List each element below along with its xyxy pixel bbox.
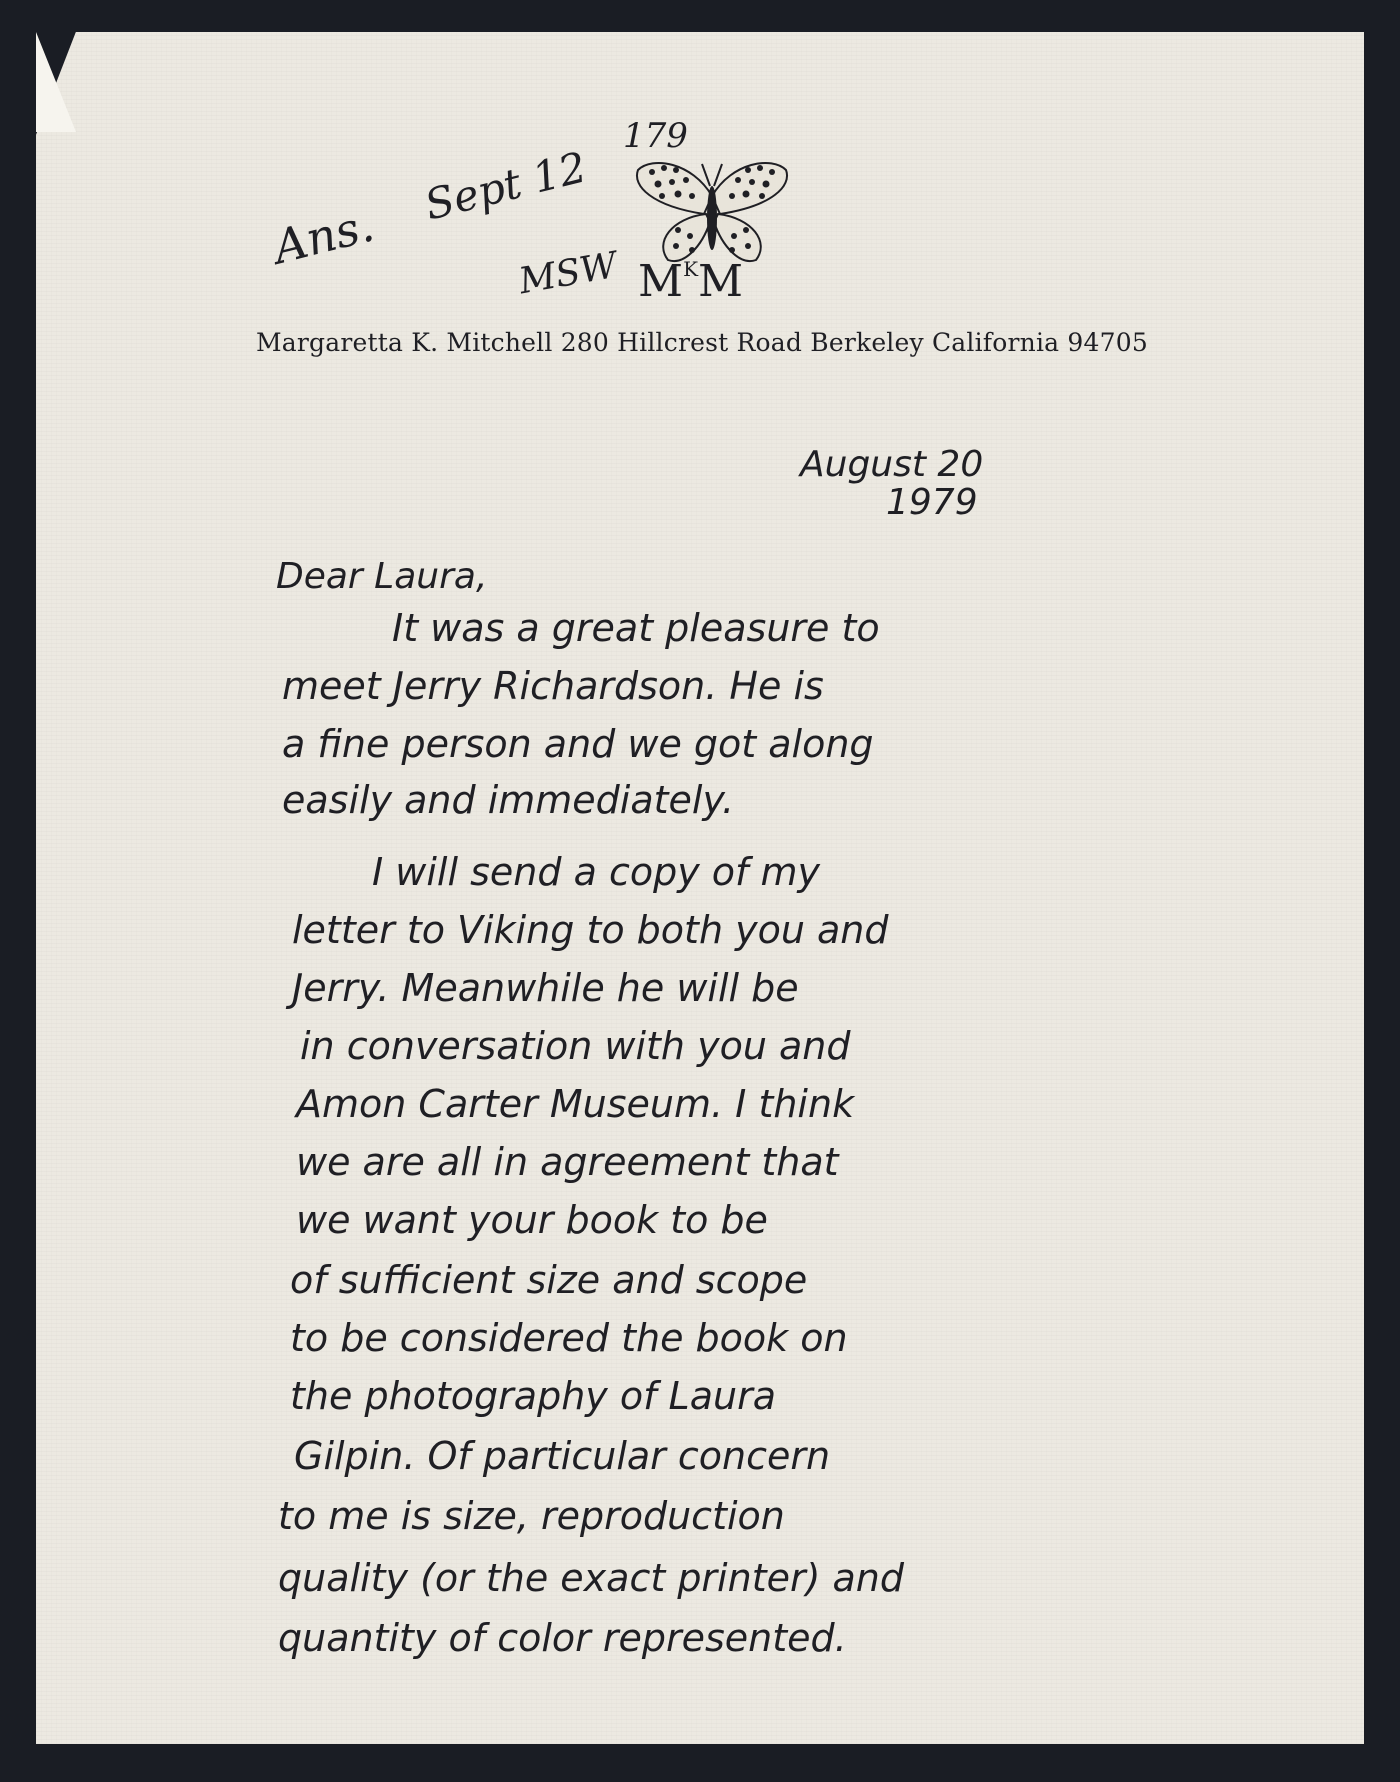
margin-note-initials: MSW [516,244,621,303]
letter-line: of sufficient size and scope [290,1258,808,1302]
margin-note-number: 179 [623,116,688,156]
letter-line: quality (or the exact printer) and [278,1556,904,1600]
letter-line: meet Jerry Richardson. He is [282,664,824,708]
letter-line: we are all in agreement that [296,1140,839,1184]
date-year: 1979 [886,482,978,523]
letter-line: in conversation with you and [300,1024,851,1068]
letter-line: to me is size, reproduction [278,1494,785,1538]
monogram: $M^KM$ [638,256,744,307]
butterfly-icon [632,156,792,268]
letter-line: I will send a copy of my [372,850,820,894]
letter-line: quantity of color represented. [278,1616,847,1660]
salutation: Dear Laura, [276,556,488,597]
letter-line: easily and immediately. [282,778,735,822]
letter-line: Gilpin. Of particular concern [294,1434,831,1478]
letter-line: we want your book to be [296,1198,768,1242]
letterhead-address: Margaretta K. Mitchell 280 Hillcrest Road Berkeley California 94705 [256,328,1148,357]
letter-line: to be considered the book on [290,1316,848,1360]
letter-line: Jerry. Meanwhile he will be [292,966,799,1010]
folded-corner [36,32,76,132]
date-month-day: August 20 [800,444,984,485]
letter-line: Amon Carter Museum. I think [296,1082,855,1126]
margin-note-ans: Ans. [268,197,380,275]
letter-line: the photography of Laura [290,1374,777,1418]
letter-line: a fine person and we got along [282,722,874,766]
margin-note-sent-date: Sept 12 [420,142,592,230]
letter-line: letter to Viking to both you and [292,908,889,952]
letter-line: It was a great pleasure to [392,606,880,650]
